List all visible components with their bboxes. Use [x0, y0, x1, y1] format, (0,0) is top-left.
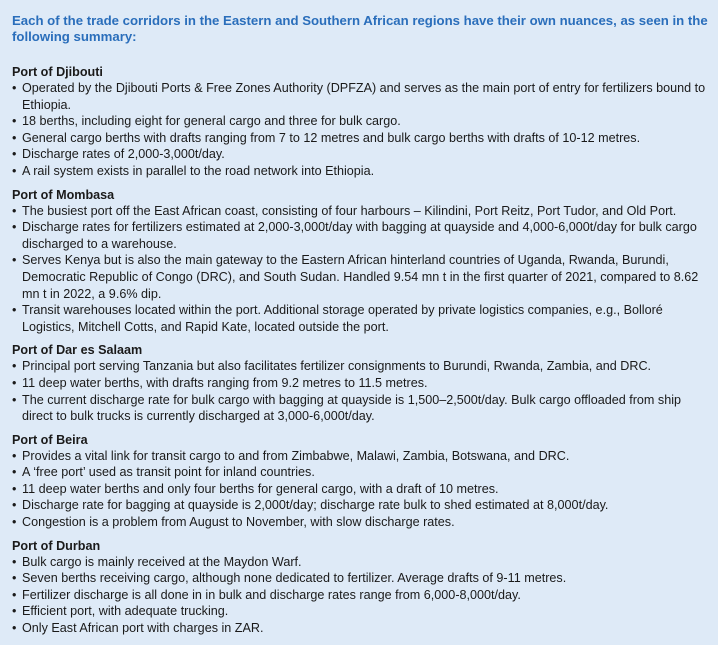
bullet-text: Discharge rate for bagging at quayside is 2,000t/day; discharge rate bulk to shed estimated at 8,000t/day. [22, 498, 609, 513]
bullet-item [12, 464, 708, 481]
bullet-text: Transit warehouses located within the port. Additional storage operated by private logistics companies, e.g., Bolloré Logistics, Mitchell Cotts, and Rapid Kate, located outside the port. [22, 303, 663, 334]
bullet-text: A ‘free port’ used as transit point for inland countries. [22, 465, 315, 480]
bullet-list [12, 80, 708, 180]
bullet-text: Operated by the Djibouti Ports & Free Zones Authority (DPFZA) and serves as the main port of entry for fertilizers bound to Ethiopia. [22, 81, 706, 112]
bullet-dot-icon: • [12, 163, 17, 178]
bullet-text: Discharge rates of 2,000-3,000t/day. [22, 147, 225, 162]
bullet-text: A rail system exists in parallel to the road network into Ethiopia. [22, 163, 375, 178]
bullet-dot-icon: • [12, 359, 17, 374]
bullet-text: Efficient port, with adequate trucking. [22, 604, 229, 619]
intro-text: Each of the trade corridors in the Eastern and Southern African regions have their own nuances, as seen in the following summary: [12, 13, 708, 44]
port-section [12, 342, 708, 424]
bullet-item [12, 302, 708, 335]
bullet-item [12, 497, 708, 514]
bullet-dot-icon: • [12, 203, 17, 218]
bullet-item [12, 146, 708, 163]
ports-list [12, 64, 708, 637]
bullet-item [12, 392, 708, 425]
bullet-text: Fertilizer discharge is all done in in bulk and discharge rates range from 6,000-8,000t/day. [22, 587, 521, 602]
bullet-dot-icon: • [12, 303, 17, 318]
bullet-text: Bulk cargo is mainly received at the Maydon Warf. [22, 554, 302, 569]
port-section [12, 187, 708, 336]
bullet-dot-icon: • [12, 604, 17, 619]
bullet-dot-icon: • [12, 375, 17, 390]
bullet-dot-icon: • [12, 220, 17, 235]
bullet-item [12, 620, 708, 637]
bullet-list [12, 448, 708, 531]
bullet-list [12, 554, 708, 637]
bullet-item [12, 163, 708, 180]
bullet-item [12, 587, 708, 604]
bullet-item [12, 603, 708, 620]
bullet-item [12, 375, 708, 392]
port-section [12, 432, 708, 531]
bullet-item [12, 570, 708, 587]
port-title: Port of Durban [12, 538, 101, 553]
bullet-text: Serves Kenya but is also the main gateway to the Eastern African hinterland countries of Uganda, Rwanda, Burundi, Democratic Republic of Congo (DRC), and South Sudan. Handled 9.54 mn t in the first quarter of 2021, compared to 8.62 mn t in 2022, a 9.6% dip. [22, 253, 699, 301]
bullet-text: Principal port serving Tanzania but also facilitates fertilizer consignments to Burundi, Rwanda, Zambia, and DRC. [22, 359, 652, 374]
bullet-dot-icon: • [12, 498, 17, 513]
bullet-item [12, 514, 708, 531]
bullet-dot-icon: • [12, 621, 17, 636]
bullet-item [12, 252, 708, 302]
bullet-item [12, 448, 708, 465]
port-title: Port of Mombasa [12, 187, 115, 202]
port-title: Port of Dar es Salaam [12, 343, 143, 358]
bullet-text: Seven berths receiving cargo, although none dedicated to fertilizer. Average drafts of 9-11 metres. [22, 571, 567, 586]
bullet-item [12, 113, 708, 130]
bullet-dot-icon: • [12, 448, 17, 463]
bullet-text: General cargo berths with drafts ranging from 7 to 12 metres and bulk cargo berths with drafts of 10-12 metres. [22, 130, 641, 145]
bullet-text: Only East African port with charges in ZAR. [22, 621, 264, 636]
bullet-text: 11 deep water berths, with drafts ranging from 9.2 metres to 11.5 metres. [22, 375, 428, 390]
bullet-text: The current discharge rate for bulk cargo with bagging at quayside is 1,500–2,500t/day. Bulk cargo offloaded from ship direct to bulk trucks is currently discharged at 3,000-6,000t/day. [22, 392, 682, 424]
bullet-list [12, 203, 708, 336]
port-section [12, 538, 708, 637]
bullet-dot-icon: • [12, 587, 17, 602]
bullet-item [12, 130, 708, 147]
port-title: Port of Beira [12, 432, 88, 447]
port-section [12, 64, 708, 180]
bullet-item [12, 80, 708, 113]
bullet-dot-icon: • [12, 114, 17, 129]
bullet-text: Discharge rates for fertilizers estimated at 2,000-3,000t/day with bagging at quayside and 4,000-6,000t/day for bulk cargo discharged to a warehouse. [22, 220, 697, 251]
bullet-text: Provides a vital link for transit cargo to and from Zimbabwe, Malawi, Zambia, Botswana, and DRC. [22, 448, 570, 463]
bullet-text: 18 berths, including eight for general cargo and three for bulk cargo. [22, 114, 401, 129]
bullet-item [12, 203, 708, 220]
bullet-text: The busiest port off the East African coast, consisting of four harbours – Kilindini, Port Reitz, Port Tudor, and Old Port. [22, 203, 677, 218]
bullet-dot-icon: • [12, 130, 17, 145]
bullet-item [12, 219, 708, 252]
bullet-dot-icon: • [12, 465, 17, 480]
bullet-dot-icon: • [12, 392, 17, 407]
bullet-item [12, 554, 708, 571]
bullet-text: 11 deep water berths and only four berths for general cargo, with a draft of 10 metres. [22, 481, 499, 496]
bullet-item [12, 481, 708, 498]
bullet-dot-icon: • [12, 554, 17, 569]
bullet-dot-icon: • [12, 81, 17, 95]
bullet-dot-icon: • [12, 515, 17, 530]
bullet-item [12, 358, 708, 375]
bullet-dot-icon: • [12, 253, 17, 268]
bullet-dot-icon: • [12, 481, 17, 496]
bullet-dot-icon: • [12, 147, 17, 162]
bullet-list [12, 358, 708, 424]
port-title: Port of Djibouti [12, 65, 103, 79]
bullet-text: Congestion is a problem from August to November, with slow discharge rates. [22, 515, 455, 530]
bullet-dot-icon: • [12, 571, 17, 586]
